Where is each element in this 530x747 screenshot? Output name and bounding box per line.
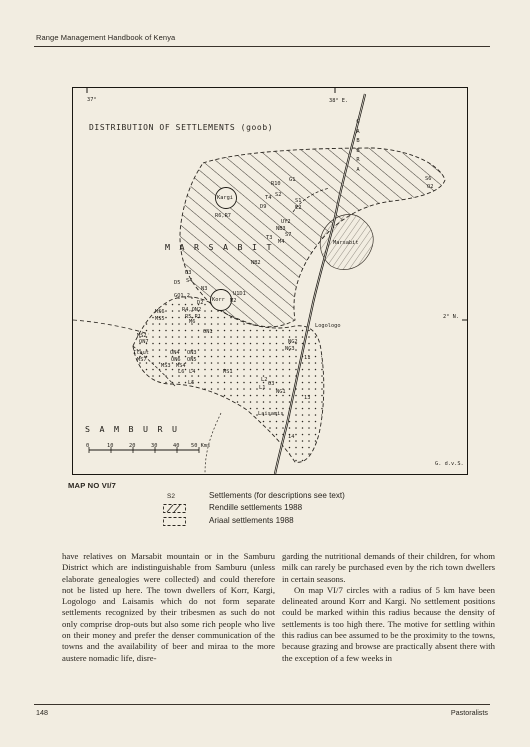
scale-tick: 0	[86, 443, 90, 449]
settlement-label: D5	[174, 280, 181, 286]
coord-west: 37°	[87, 97, 97, 103]
settlement-label: S6	[425, 176, 432, 182]
settlement-label: O3	[268, 381, 275, 387]
scale-tick: 50 Kms	[191, 443, 211, 449]
settlement-label: M2	[230, 298, 237, 304]
settlement-label: M6	[189, 319, 196, 325]
settlement-label: D2	[197, 300, 204, 306]
settlement-label: ON5	[187, 357, 197, 363]
settlement-label: ON6	[171, 357, 181, 363]
map-caption: MAP NO VI/7	[68, 481, 117, 490]
region-samburu: SAMBURU	[85, 424, 187, 434]
settlement-label: MS3	[161, 363, 171, 369]
legend-label: Ariaal settlements 1988	[209, 516, 294, 525]
settlement-label: R4,ON2	[182, 307, 202, 313]
settlement-label: MS7	[137, 357, 147, 363]
settlement-label: L5	[188, 380, 195, 386]
dotted-symbol-icon	[163, 517, 187, 527]
town-kargi: Kargi	[217, 195, 233, 201]
settlement-label: R10	[271, 181, 281, 187]
legend-symbol-text: S2	[167, 493, 175, 500]
gabbra-letter: A	[356, 166, 360, 173]
settlement-label: MS2	[137, 333, 147, 339]
settlement-label: L4	[189, 369, 196, 375]
settlement-label: L1	[259, 385, 266, 391]
settlement-label: E2	[295, 205, 302, 211]
town-logologo: Logologo	[315, 323, 341, 329]
gabbra-letter: B	[356, 138, 360, 145]
gabbra-label	[355, 118, 361, 176]
settlement-label: L2	[261, 377, 268, 383]
settlement-label: UY2	[281, 219, 291, 225]
gabbra-letter: B	[356, 147, 360, 154]
footer-rule	[34, 704, 490, 705]
paragraph: On map VI/7 circles with a radius of 5 km have been delineated around Korr and Kargi. No settlement positions could be marked within this radius because the density of settlements is too high there. The motive for settling within this radius can bee assumed to be the proximity to the towns, because grazing and browse are practically absent there with the exception of a few weeks in	[282, 584, 495, 663]
coord-north: 2° N.	[443, 314, 459, 320]
text-column-left	[62, 551, 275, 664]
settlement-label: NG2	[288, 339, 298, 345]
settlement-label: ON3	[187, 350, 197, 356]
running-header: Range Management Handbook of Kenya	[36, 33, 176, 42]
settlement-label: S7	[285, 232, 292, 238]
settlement-label: MS4	[176, 363, 186, 369]
settlement-label: NB2	[251, 260, 261, 266]
settlement-label: MS5	[155, 316, 165, 322]
settlement-label: ON7	[139, 339, 149, 345]
map-credit: G. d.v.S.	[435, 461, 464, 467]
legend-label: Settlements (for descriptions see text)	[209, 491, 345, 500]
scale-tick: 20	[129, 443, 136, 449]
section-name: Pastoralists	[450, 708, 488, 717]
paragraph: garding the nutritional demands of their children, for whom milk can rarely be purchased even by the rich town dwellers in certain seasons.	[282, 551, 495, 584]
settlement-label: NG3	[285, 346, 295, 352]
settlement-label: L6	[178, 369, 185, 375]
settlement-label: 11	[304, 355, 311, 361]
settlement-label: R6,R7	[215, 213, 231, 219]
map-title: DISTRIBUTION OF SETTLEMENTS (goob)	[89, 123, 274, 132]
paragraph: have relatives on Marsabit mountain or in the Samburu District which are indistinguishable from Samburu (unless elaborate genealogies were collected) and could therefore not be listed up here. The town dwellers of Korr, Kargi, Logologo and Laisamis which do not form separate settlements recognized by their tribesmen as such do not only comprise drop-outs but also some rich people who live on their money and prefer the denser communication of the towns and the availability of beer and miraa to the more austere nomadic life, disre-	[62, 551, 275, 663]
settlement-label: T3	[266, 235, 273, 241]
settlement-label: GO1,2	[174, 293, 190, 299]
header-rule	[34, 46, 490, 47]
gabbra-letter: G	[356, 119, 360, 125]
settlement-label: MS6	[155, 309, 165, 315]
legend-label: Rendille settlements 1988	[209, 503, 303, 512]
settlement-label: U1D1	[233, 291, 246, 297]
town-marsabit: Marsabit	[333, 240, 359, 246]
settlement-label: S1	[295, 198, 302, 204]
coord-east: 38° E.	[329, 98, 349, 104]
settlement-label: D9	[260, 204, 267, 210]
gabbra-letter: A	[356, 128, 360, 135]
scale-tick: 30	[151, 443, 158, 449]
text-column-right	[282, 551, 495, 664]
settlement-label: R5,R1	[185, 314, 201, 320]
hatch-symbol-icon	[163, 504, 187, 514]
settlement-label: S4	[186, 278, 193, 284]
settlement-label: NG1	[276, 389, 286, 395]
settlement-label: S2	[275, 192, 282, 198]
settlement-label: 13	[304, 395, 311, 401]
settlement-label: ON1	[203, 329, 213, 335]
town-laisamis: Laisamis	[258, 411, 284, 417]
scale-tick: 10	[107, 443, 114, 449]
settlement-label: G1	[289, 177, 296, 183]
settlement-label: 14	[288, 434, 295, 440]
settlement-label: N3	[201, 286, 208, 292]
scale-tick: 40	[173, 443, 180, 449]
settlement-label: U3	[185, 270, 192, 276]
settlement-label: NB3	[276, 226, 286, 232]
town-korr: Korr	[212, 297, 225, 303]
settlement-label: MS1	[223, 369, 233, 375]
gabbra-letter: R	[356, 157, 360, 164]
region-marsabit: MARSABIT	[165, 242, 281, 252]
settlement-label: M4	[278, 239, 285, 245]
town-ilaut: Ilaut	[133, 350, 149, 356]
page-number: 148	[36, 708, 48, 717]
settlement-map	[72, 87, 468, 475]
settlement-label: T4	[265, 195, 272, 201]
settlement-label: O2	[427, 184, 434, 190]
settlement-label: ON4	[170, 350, 180, 356]
